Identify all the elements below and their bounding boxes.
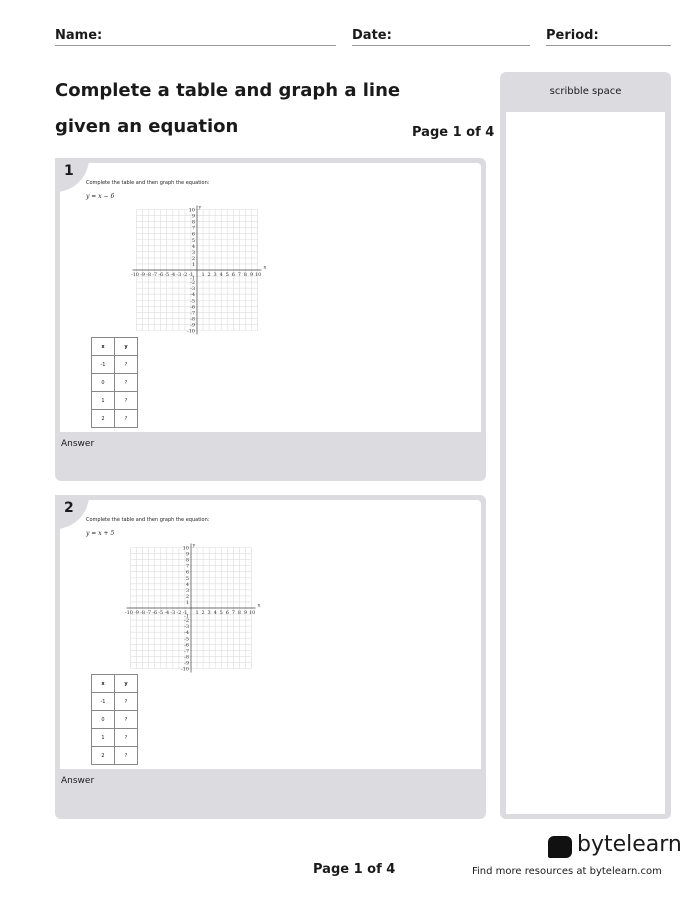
x-tick-label: 3 (213, 272, 217, 278)
x-tick-label: -4 (170, 272, 176, 278)
y-tick-label: 10 (182, 545, 189, 552)
x-tick-label: -7 (152, 272, 158, 278)
table-header: y (115, 338, 138, 356)
x-tick-label: -5 (164, 272, 170, 278)
x-tick-label: 6 (225, 610, 229, 616)
y-tick-label: -5 (190, 298, 195, 305)
y-cell[interactable]: ? (115, 374, 138, 392)
x-axis-label: x (263, 264, 267, 271)
x-tick-label: -9 (140, 272, 145, 278)
x-tick-label: -6 (158, 272, 164, 278)
scribble-space (500, 72, 671, 819)
page-indicator: Page 1 of 4 (412, 125, 495, 140)
x-tick-label: 10 (249, 610, 256, 616)
problem-number: 1 (55, 158, 89, 192)
x-cell: -1 (92, 693, 115, 711)
x-tick-label: 4 (219, 272, 223, 278)
y-tick-label: 1 (185, 599, 189, 606)
y-tick-label: 6 (191, 231, 195, 238)
answer-label[interactable]: Answer (61, 776, 95, 786)
x-tick-label: -6 (152, 610, 158, 616)
footer-tagline[interactable]: Find more resources at bytelearn.com (472, 866, 662, 877)
coordinate-grid[interactable] (127, 202, 272, 338)
coordinate-grid[interactable] (121, 540, 266, 676)
x-tick-label: -10 (124, 610, 133, 616)
bytelearn-logo-icon (548, 836, 572, 858)
y-tick-label: 9 (185, 551, 189, 558)
table-header-row (92, 675, 138, 693)
y-tick-label: -4 (190, 292, 195, 299)
x-tick-label: 4 (213, 610, 217, 616)
x-tick-label: 2 (207, 272, 211, 278)
y-cell[interactable]: ? (115, 410, 138, 428)
x-tick-label: 9 (243, 610, 248, 616)
x-tick-label: -1 (188, 272, 194, 278)
x-cell: 1 (92, 392, 115, 410)
y-tick-label: 10 (188, 207, 195, 214)
y-tick-label: 8 (191, 219, 195, 226)
y-tick-label: -1 (184, 613, 189, 620)
table-row (92, 410, 138, 428)
x-tick-label: 1 (195, 610, 199, 616)
y-tick-label: 3 (191, 249, 195, 256)
x-cell: 0 (92, 374, 115, 392)
x-tick-label: -8 (140, 610, 146, 616)
x-tick-label: 2 (201, 610, 205, 616)
y-tick-label: -1 (190, 275, 195, 282)
y-tick-label: -6 (184, 642, 189, 649)
y-tick-label: 1 (191, 261, 195, 268)
y-cell[interactable]: ? (115, 747, 138, 765)
date-line[interactable] (352, 45, 530, 46)
x-tick-label: 9 (249, 272, 254, 278)
x-tick-label: 6 (231, 272, 235, 278)
table-row (92, 693, 138, 711)
table-header: x (92, 338, 115, 356)
equation: y = x − 6 (86, 193, 115, 200)
y-tick-label: -10 (186, 328, 195, 335)
x-tick-label: 3 (207, 610, 211, 616)
period-line[interactable] (546, 45, 671, 46)
y-tick-label: 9 (191, 213, 195, 220)
y-cell[interactable]: ? (115, 711, 138, 729)
table-row (92, 729, 138, 747)
worksheet-title: Complete a table and graph a line (55, 80, 401, 101)
x-cell: 0 (92, 711, 115, 729)
table-header: x (92, 675, 115, 693)
y-tick-label: 4 (185, 581, 189, 588)
equation: y = x + 5 (86, 530, 115, 537)
table-row (92, 392, 138, 410)
x-tick-label: -3 (176, 272, 182, 278)
y-tick-label: 5 (185, 575, 189, 582)
y-cell[interactable]: ? (115, 392, 138, 410)
date-label: Date: (352, 28, 392, 43)
y-tick-label: 6 (185, 569, 189, 576)
x-cell: 2 (92, 410, 115, 428)
x-tick-label: 10 (255, 272, 262, 278)
y-tick-label: -7 (184, 648, 189, 655)
y-tick-label: -9 (184, 660, 189, 667)
scribble-label: scribble space (549, 86, 622, 97)
x-tick-label: -2 (176, 610, 182, 616)
problem-card-2 (55, 495, 486, 819)
x-cell: 2 (92, 747, 115, 765)
problem-card-1 (55, 158, 486, 481)
problem-number: 2 (55, 495, 89, 529)
y-tick-label: 5 (191, 237, 195, 244)
y-cell[interactable]: ? (115, 693, 138, 711)
x-tick-label: -1 (182, 610, 188, 616)
footer-page: Page 1 of 4 (313, 862, 396, 877)
xy-table (91, 337, 138, 428)
x-tick-label: -2 (182, 272, 188, 278)
x-tick-label: -8 (146, 272, 152, 278)
y-tick-label: -8 (190, 316, 195, 323)
y-tick-label: -2 (184, 618, 189, 625)
table-row (92, 711, 138, 729)
x-tick-label: -10 (130, 272, 139, 278)
table-row (92, 356, 138, 374)
x-tick-label: 8 (243, 272, 247, 278)
y-tick-label: 2 (191, 255, 195, 262)
y-cell[interactable]: ? (115, 729, 138, 747)
scribble-area[interactable] (506, 112, 665, 814)
x-tick-label: -7 (146, 610, 152, 616)
y-tick-label: -6 (190, 304, 195, 311)
xy-table (91, 674, 138, 765)
x-tick-label: 8 (237, 610, 241, 616)
x-tick-label: -9 (134, 610, 139, 616)
table-row (92, 374, 138, 392)
y-tick-label: -4 (184, 630, 189, 637)
y-tick-label: 7 (185, 563, 189, 570)
table-header: y (115, 675, 138, 693)
y-tick-label: 2 (185, 593, 189, 600)
answer-label[interactable]: Answer (61, 439, 95, 449)
x-tick-label: -4 (164, 610, 170, 616)
x-cell: -1 (92, 356, 115, 374)
y-tick-label: -3 (190, 286, 195, 293)
x-tick-label: 7 (231, 610, 235, 616)
worksheet-title-line2: given an equation (55, 116, 239, 137)
x-tick-label: -3 (170, 610, 176, 616)
y-tick-label: 7 (191, 225, 195, 232)
name-line[interactable] (55, 45, 336, 46)
period-label: Period: (546, 28, 599, 43)
y-tick-label: -8 (184, 654, 189, 661)
x-tick-label: -5 (158, 610, 164, 616)
y-tick-label: -10 (180, 666, 189, 673)
y-axis-label: y (198, 204, 202, 211)
y-tick-label: -7 (190, 310, 195, 317)
instruction: Complete the table and then graph the equation: (86, 517, 210, 523)
y-tick-label: -9 (190, 322, 195, 329)
y-cell[interactable]: ? (115, 356, 138, 374)
x-tick-label: 1 (201, 272, 205, 278)
y-tick-label: -5 (184, 636, 189, 643)
x-tick-label: 5 (219, 610, 223, 616)
y-tick-label: -2 (190, 280, 195, 287)
y-tick-label: 4 (191, 243, 195, 250)
brand-name: bytelearn (577, 832, 682, 857)
instruction: Complete the table and then graph the equation: (86, 180, 210, 186)
y-tick-label: 8 (185, 557, 189, 564)
x-tick-label: 5 (225, 272, 229, 278)
x-axis-label: x (257, 602, 261, 609)
name-label: Name: (55, 28, 103, 43)
y-axis-label: y (192, 542, 196, 549)
x-tick-label: 7 (237, 272, 241, 278)
x-cell: 1 (92, 729, 115, 747)
y-tick-label: 3 (185, 587, 189, 594)
table-row (92, 747, 138, 765)
table-header-row (92, 338, 138, 356)
y-tick-label: -3 (184, 624, 189, 631)
